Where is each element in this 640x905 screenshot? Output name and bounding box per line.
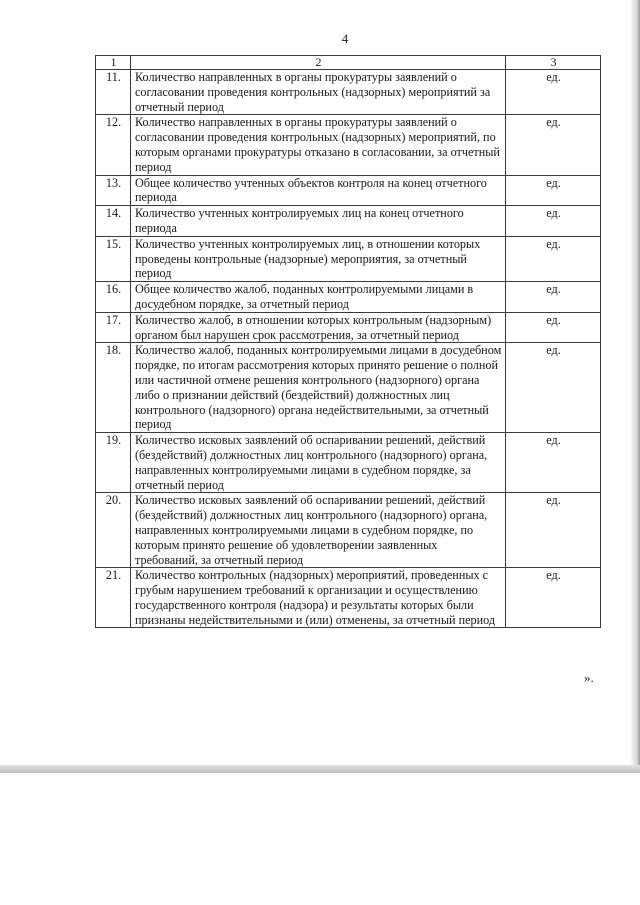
row-description: Общее количество учтенных объектов контроля на конец отчетного периода bbox=[131, 175, 506, 206]
scan-bottom-edge bbox=[0, 765, 640, 773]
table-row bbox=[96, 312, 601, 343]
row-number: 15. bbox=[96, 236, 131, 281]
table-row bbox=[96, 206, 601, 237]
closing-quote: ». bbox=[584, 670, 594, 685]
row-number: 18. bbox=[96, 343, 131, 433]
row-number: 11. bbox=[96, 70, 131, 115]
row-number: 14. bbox=[96, 206, 131, 237]
row-number: 12. bbox=[96, 115, 131, 175]
row-description: Общее количество жалоб, поданных контролируемыми лицами в досудебном порядке, за отчетный период bbox=[131, 282, 506, 313]
row-description: Количество исковых заявлений об оспаривании решений, действий (бездействий) должностных лиц контрольного (надзорного) органа, направленных контролируемыми лицами в судебном порядке, по которым принято решение об удовлетворении заявленных требований, за отчетный период bbox=[131, 493, 506, 568]
row-unit: ед. bbox=[506, 206, 601, 237]
row-unit: ед. bbox=[506, 70, 601, 115]
row-description: Количество жалоб, в отношении которых контрольным (надзорным) органом был нарушен срок рассмотрения, за отчетный период bbox=[131, 312, 506, 343]
row-description: Количество исковых заявлений об оспаривании решений, действий (бездействий) должностных лиц контрольного (надзорного) органа, направленных контролируемыми лицами в судебном порядке, за отчетный период bbox=[131, 433, 506, 493]
row-description: Количество направленных в органы прокуратуры заявлений о согласовании проведения контрольных (надзорных) мероприятий, по которым органами прокуратуры отказано в согласовании, за отчетный период bbox=[131, 115, 506, 175]
row-unit: ед. bbox=[506, 115, 601, 175]
row-description: Количество направленных в органы прокуратуры заявлений о согласовании проведения контрольных (надзорных) мероприятий за отчетный период bbox=[131, 70, 506, 115]
row-unit: ед. bbox=[506, 312, 601, 343]
table-row bbox=[96, 70, 601, 115]
table-header-row bbox=[96, 56, 601, 70]
table-row bbox=[96, 343, 601, 433]
table-row bbox=[96, 493, 601, 568]
row-unit: ед. bbox=[506, 175, 601, 206]
table-row bbox=[96, 568, 601, 628]
table-row bbox=[96, 175, 601, 206]
row-number: 19. bbox=[96, 433, 131, 493]
row-unit: ед. bbox=[506, 282, 601, 313]
row-number: 16. bbox=[96, 282, 131, 313]
row-number: 17. bbox=[96, 312, 131, 343]
row-description: Количество учтенных контролируемых лиц на конец отчетного периода bbox=[131, 206, 506, 237]
row-number: 13. bbox=[96, 175, 131, 206]
table-row bbox=[96, 282, 601, 313]
row-unit: ед. bbox=[506, 433, 601, 493]
row-unit: ед. bbox=[506, 343, 601, 433]
table-body bbox=[96, 56, 601, 628]
indicators-table bbox=[95, 55, 601, 628]
table-row bbox=[96, 236, 601, 281]
row-unit: ед. bbox=[506, 236, 601, 281]
row-description: Количество жалоб, поданных контролируемыми лицами в досудебном порядке, по итогам рассмотрения которых принято решение о полной или частичной отмене решения контрольного (надзорного) органа либо о признании действий (бездействий) должностных лиц контрольного (надзорного) органа недействительными, за отчетный период bbox=[131, 343, 506, 433]
page-number: 4 bbox=[341, 31, 349, 46]
scan-edge-shadow bbox=[630, 0, 640, 768]
row-unit: ед. bbox=[506, 568, 601, 628]
table-row bbox=[96, 433, 601, 493]
header-col-description: 2 bbox=[131, 56, 506, 70]
row-description: Количество учтенных контролируемых лиц, в отношении которых проведены контрольные (надзорные) мероприятия, за отчетный период bbox=[131, 236, 506, 281]
header-col-unit: 3 bbox=[506, 56, 601, 70]
header-col-number: 1 bbox=[96, 56, 131, 70]
row-description: Количество контрольных (надзорных) мероприятий, проведенных с грубым нарушением требований к организации и осуществлению государственного контроля (надзора) и результаты которых были признаны недействительными и (или) отменены, за отчетный период bbox=[131, 568, 506, 628]
row-number: 21. bbox=[96, 568, 131, 628]
row-number: 20. bbox=[96, 493, 131, 568]
row-unit: ед. bbox=[506, 493, 601, 568]
table-row bbox=[96, 115, 601, 175]
